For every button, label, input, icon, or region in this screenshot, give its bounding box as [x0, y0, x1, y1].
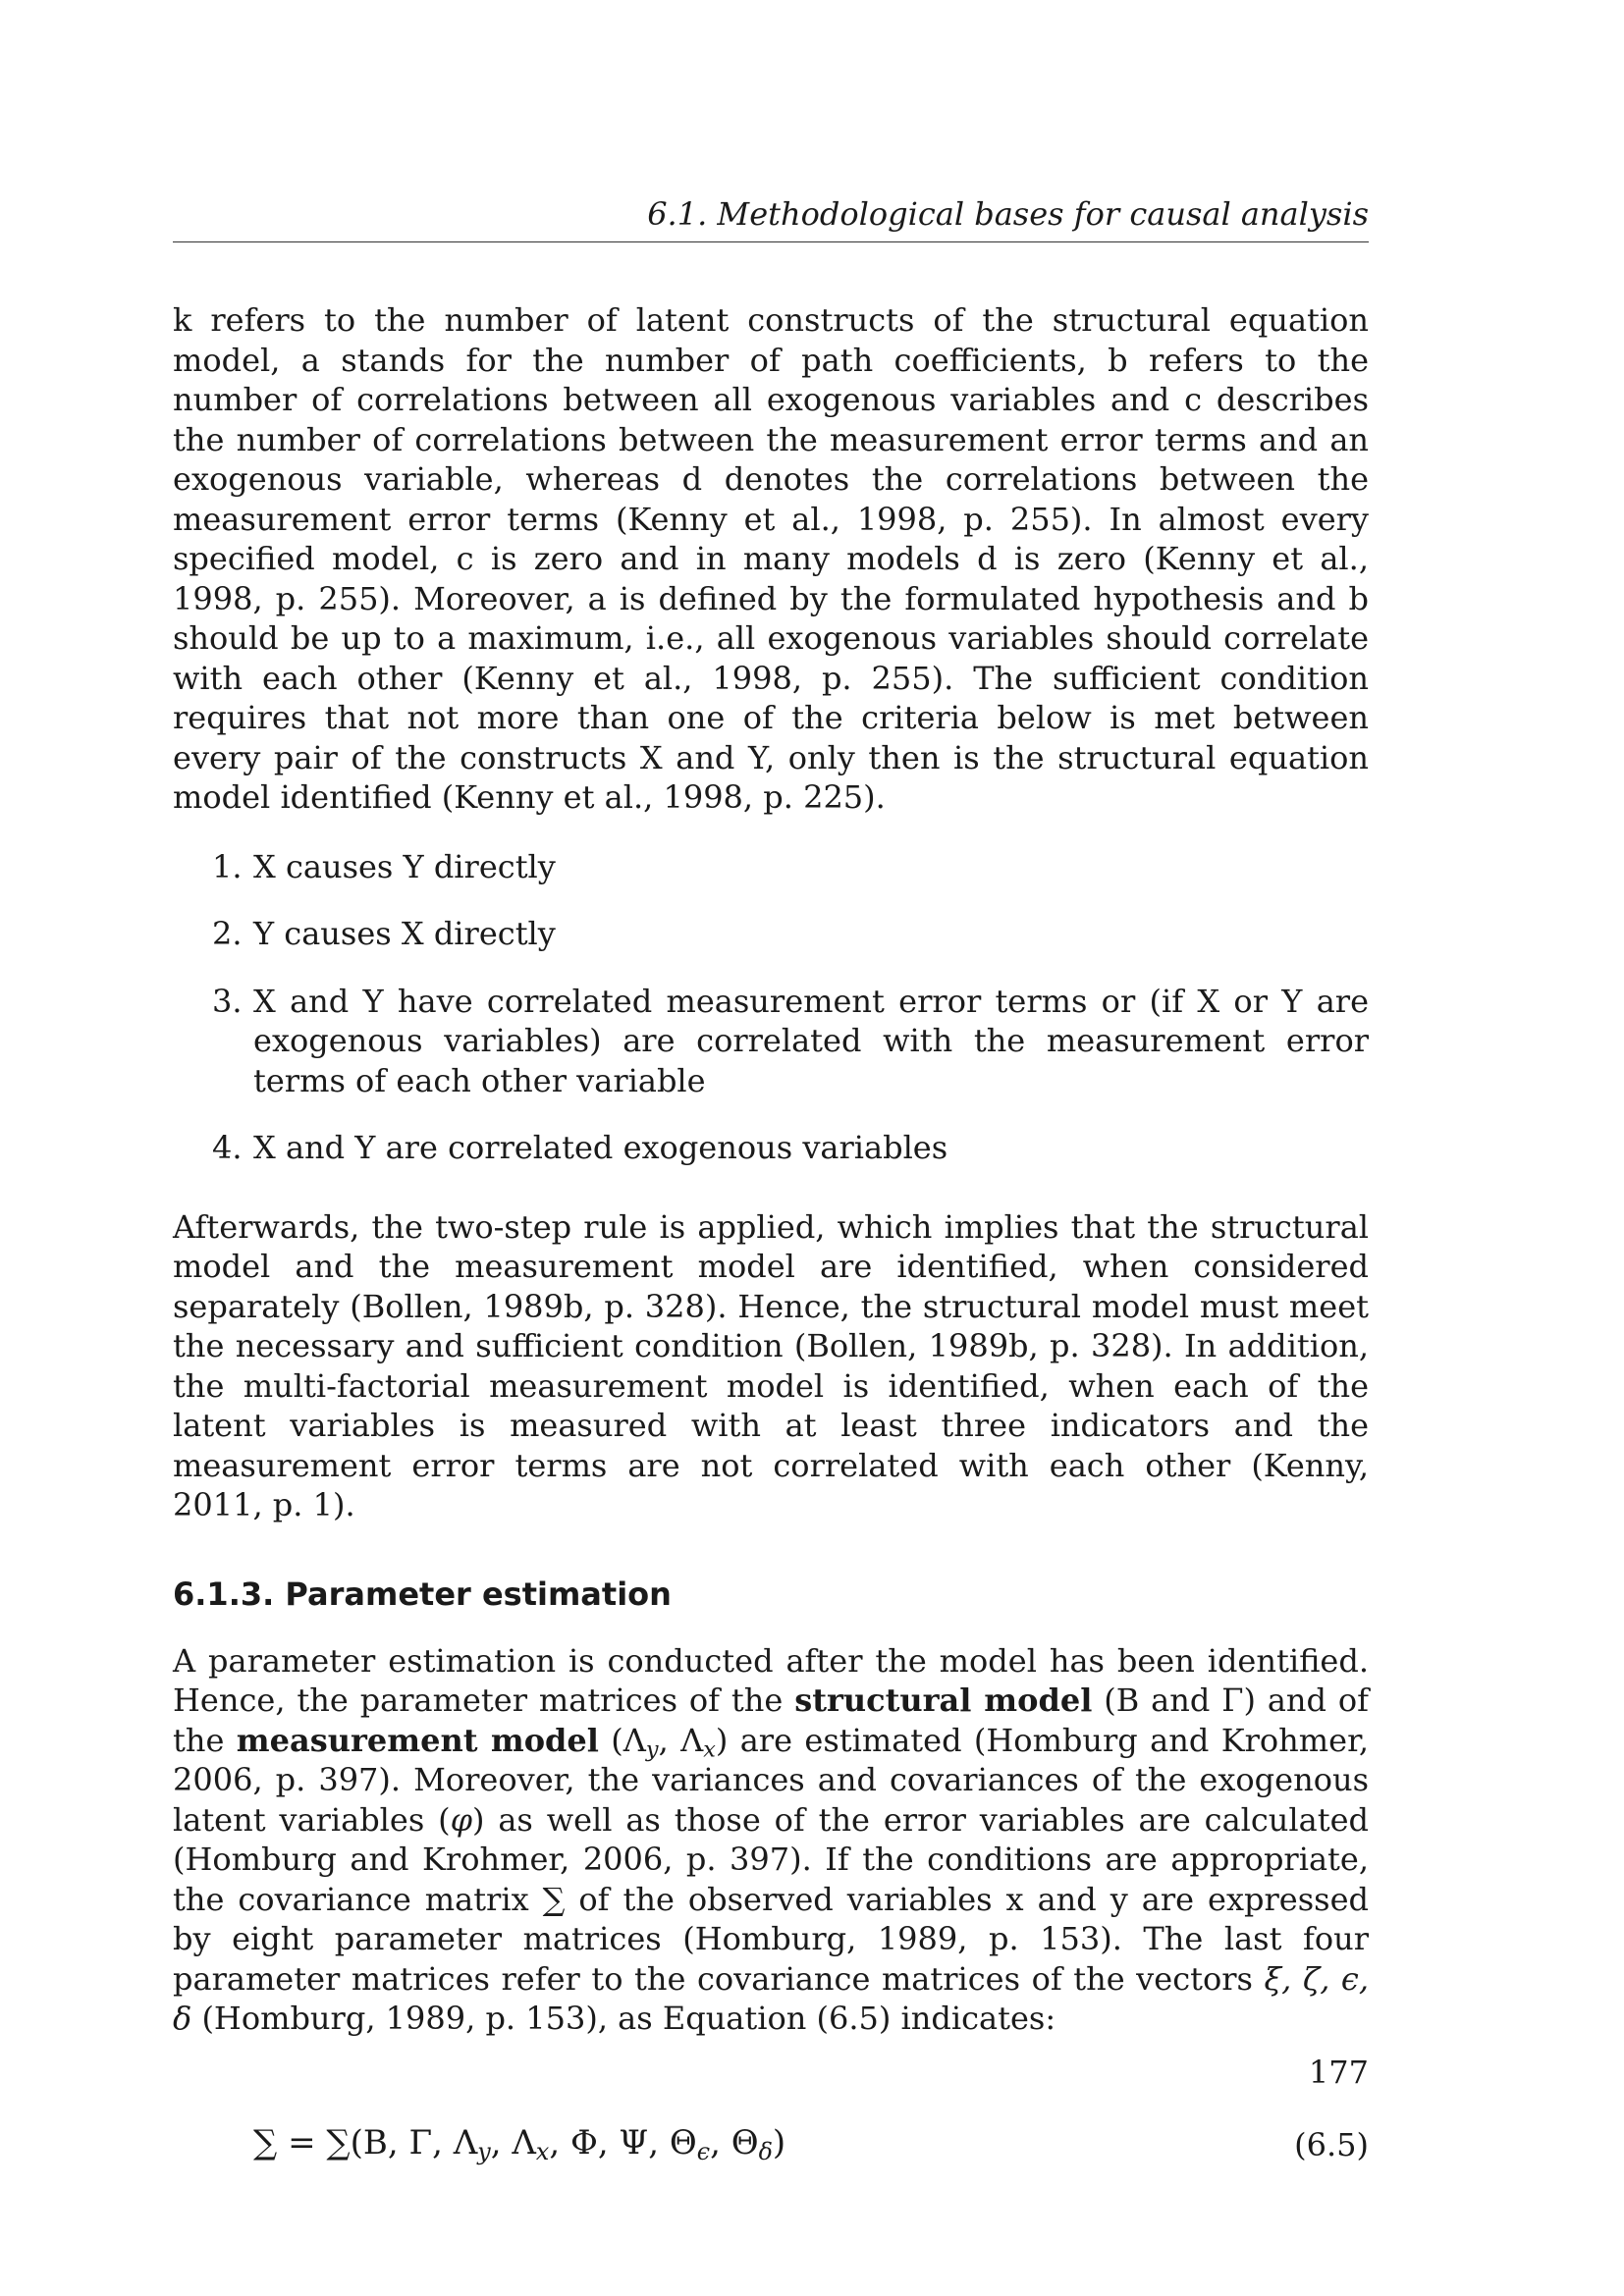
section-heading: 6.1.3. Parameter estimation [173, 1575, 672, 1613]
list-item [173, 914, 1369, 954]
header-rule [173, 241, 1369, 242]
list-item-number: 2. [212, 915, 243, 952]
list-item [173, 1128, 1369, 1168]
list-item-number: 4. [212, 1129, 243, 1166]
term-structural-model: structural model [794, 1682, 1093, 1719]
paragraph-identification: k refers to the number of latent constructs of the structural equation model, a stands for the number of path coefficients, b refers to the number of correlations between all exogenous variables and c describes the number of correlations between the measurement error terms and an exogenous variable, whereas d denotes the correlations between the measurement error terms (Kenny et al., 1998, p. 255). In almost every specified model, c is zero and in many models d is zero (Kenny et al., 1998, p. 255). Moreover, a is defined by the formulated hypothesis and b should be up to a maximum, i.e., all exogenous variables should correlate with each other (Kenny et al., 1998, p. 255). The sufficient condition requires that not more than one of the criteria below is met between every pair of the constructs X and Y, only then is the structural equation model identified (Kenny et al., 1998, p. 225). [173, 301, 1369, 816]
list-item-text: X causes Y directly [253, 847, 556, 885]
term-measurement-model: measurement model [236, 1721, 599, 1759]
equation-number: (6.5) [1294, 2125, 1369, 2163]
page-content [173, 300, 1369, 2178]
paragraph-two-step-rule: Afterwards, the two-step rule is applied, which implies that the structural model and the measurement model are identified, when considered separately (Bollen, 1989b, p. 328). Hence, the structural model must meet the necessary and sufficient condition (Bollen, 1989b, p. 328). In addition, the multi-factorial measurement model is identified, when each of the latent variables is measured with at least three indicators and the measurement error terms are not correlated with each other (Kenny, 2011, p. 1). [173, 1207, 1369, 1523]
page-number: 177 [1308, 2054, 1369, 2091]
list-item-number: 1. [212, 847, 243, 885]
list-item-text: X and Y are correlated exogenous variables [253, 1129, 948, 1166]
list-item-text: X and Y have correlated measurement error terms or (if X or Y are exogenous variables) are correlated with the measurement error terms of each other variable [253, 982, 1369, 1099]
list-item [173, 982, 1369, 1101]
equation-body: ∑ = ∑(B, Γ, $\Lambda_y$, $\Lambda_x$, Φ, Ψ, $\Theta_\epsilon$, $\Theta_\delta$) [253, 2122, 786, 2165]
math-vectors: ξ, ζ, ϵ, δ [173, 1959, 1370, 2037]
paragraph-parameter-estimation: A parameter estimation is conducted after the model has been identified. Hence, the parameter matrices of the structural model (B and Γ) and of the measurement model ($\Lambda_y$, $\Lambda_x$) are estimated (Homburg and Krohmer, 2006, p. 397). Moreover, the variances and covariances of the exogenous latent variables (φ) as well as those of the error variables are calculated (Homburg and Krohmer, 2006, p. 397). If the conditions are appropriate, the covariance matrix ∑ of the observed variables x and y are expressed by eight parameter matrices (Homburg, 1989, p. 153). The last four parameter matrices refer to the covariance matrices of the vectors ξ, ζ, ϵ, δ (Homburg, 1989, p. 153), as Equation (6.5) indicates: [173, 1641, 1370, 2037]
math-phi: φ [450, 1800, 473, 1839]
document-page [173, 0, 1369, 2296]
list-item [173, 847, 1369, 887]
math-sum: ∑ [542, 1880, 566, 1918]
list-item-number: 3. [212, 982, 243, 1020]
running-header: 6.1. Methodological bases for causal analysis [647, 195, 1369, 233]
criteria-list [173, 847, 1369, 1168]
list-item-text: Y causes X directly [253, 915, 556, 952]
equation-6-5 [173, 2119, 1369, 2178]
